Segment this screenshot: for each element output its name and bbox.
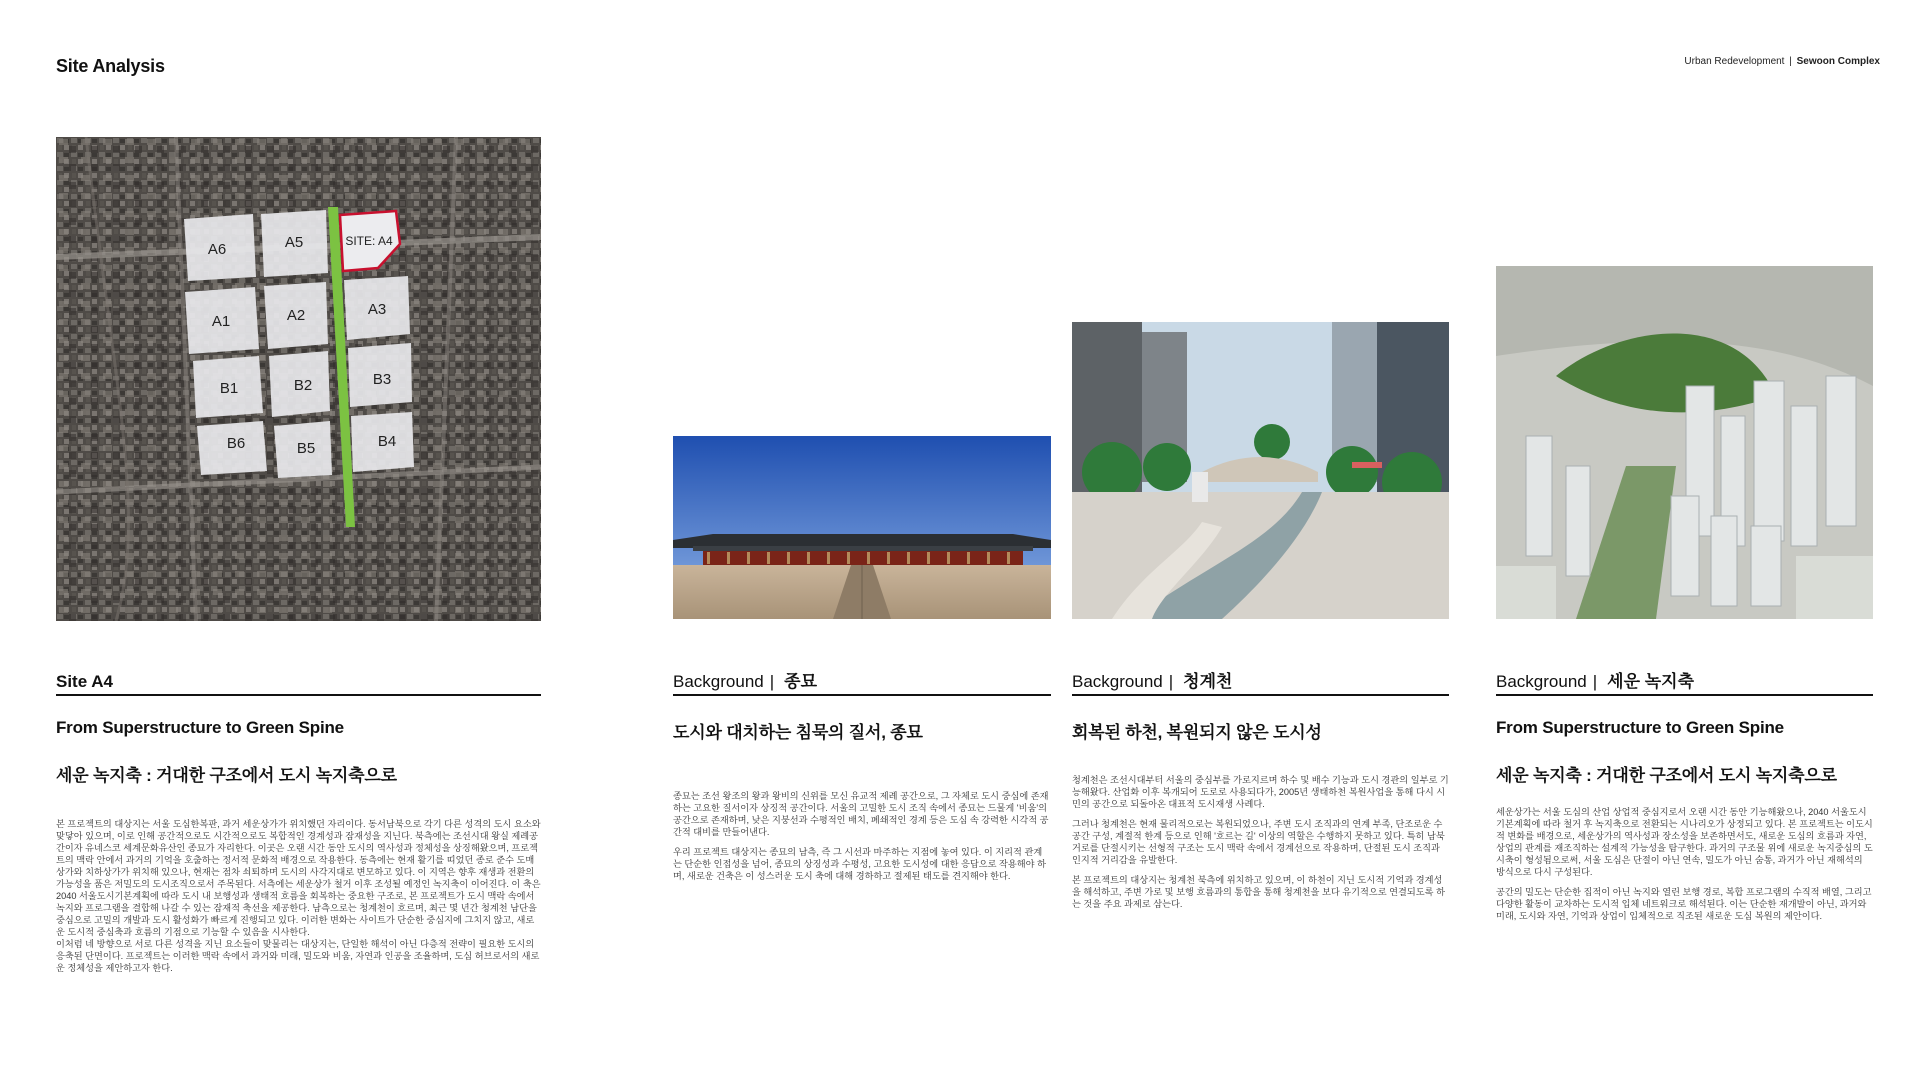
sewoon-paragraph: 세운상가는 서울 도심의 산업 상업적 중심지로서 오랜 시간 동안 기능해왔으나, 2040 서울도시기본계획에 따라 철거 후 녹지축으로 전환되는 시나리오가 상정되고 있다. 본 프로젝트는 이도시적 변화를 배경으로, 세운상가의 역사성과 장소성을 보존하면서도, 새로운 도심의 흐름과 자연, 상업의 관계를 재조직하는 설계적 가능성을 탐구한다. 과거의 구조물 위에 새로운 녹지중심의 도시축이 형성됨으로써, 서울 도심은 단절이 아닌 연속, 밀도가 아닌 숨통, 과거가 아닌 재해석의 방식으로 다시 구성된다. xyxy=(1496,807,1873,877)
cheonggyecheon-paragraph: 그러나 청계천은 현재 물리적으로는 복원되었으나, 주변 도시 조직과의 연계 부족, 단조로운 수공간 구성, 계절적 한계 등으로 인해 '흐르는 길' 이상의 역할은 수행하지 못하고 있다. 특히 남북 거로를 단절시키는 선형적 구조는 도시 맥락 속에서 경계선으로 작용하며, 단절된 도시 조직과 인지적 거리감을 유발한다. xyxy=(1072,819,1445,865)
site-a4-paragraph: 이처럼 네 방향으로 서로 다른 성격을 지닌 요소들이 맞물리는 대상지는, 단일한 해석이 아닌 다층적 전략이 필요한 도시의 응축된 단면이다. 프로젝트는 이러한 맥락 속에서 과거와 미래, 밀도와 비움, 자연과 인공을 조율하며, 도심 허브로서의 새로운 정체성을 제안하고자 한다. xyxy=(56,939,540,973)
block-label-b4: B4 xyxy=(377,433,397,450)
heading-jongmyo xyxy=(673,670,1051,696)
heading-jongmyo-name: 종묘 xyxy=(784,672,818,691)
site-a4-body xyxy=(56,818,541,982)
sewoon-subtitle-en: From Superstructure to Green Spine xyxy=(1496,718,1784,737)
cheonggyecheon-paragraph: 본 프로젝트의 대상지는 청계천 북측에 위치하고 있으며, 이 하천이 지닌 도시적 기억과 경계성을 해석하고, 주변 가로 및 보행 흐름과의 통합을 통해 청계천을 보다 유기적으로 연결되도록 하는 것을 주요 과제로 삼는다. xyxy=(1072,875,1445,909)
brand-separator: | xyxy=(1789,56,1792,67)
block-label-a2: A2 xyxy=(286,307,306,324)
block-label-b6: B6 xyxy=(226,435,246,452)
sewoon-body xyxy=(1496,806,1873,930)
site-a4-label: SITE: A4 xyxy=(345,234,393,248)
block-label-b3: B3 xyxy=(372,371,392,388)
jongmyo-subtitle: 도시와 대치하는 침묵의 질서, 종묘 xyxy=(673,723,923,742)
heading-site-a4-text: Site A4 xyxy=(56,672,114,691)
block-label-a3: A3 xyxy=(367,301,387,318)
page-title: Site Analysis xyxy=(56,56,165,76)
heading-cheonggyecheon xyxy=(1072,670,1449,696)
heading-sewoon-green-axis xyxy=(1496,670,1873,696)
cheonggyecheon-body xyxy=(1072,774,1449,918)
heading-separator: | xyxy=(1168,672,1174,691)
heading-site-a4 xyxy=(56,670,541,696)
site-a4-subtitle-ko: 세운 녹지축 : 거대한 구조에서 도시 녹지축으로 xyxy=(56,766,397,785)
heading-sewoon-name: 세운 녹지축 xyxy=(1607,672,1694,691)
site-aerial-map xyxy=(56,137,541,621)
jongmyo-body xyxy=(673,790,1051,890)
jongmyo-paragraph: 우리 프로젝트 대상지는 종묘의 남측, 즉 그 시선과 마주하는 지점에 놓여 있다. 이 지리적 관계는 단순한 인접성을 넘어, 종묘의 상징성과 수평성, 고요한 도시성에 대한 응답으로 작용해야 하며, 새로운 건축은 이 성스러운 도시 축에 대해 경하하고 절제된 태도를 견지해야 한다. xyxy=(673,847,1046,881)
sewoon-subtitle-ko: 세운 녹지축 : 거대한 구조에서 도시 녹지축으로 xyxy=(1496,766,1837,785)
cheonggyecheon-photo xyxy=(1072,322,1449,619)
heading-separator: | xyxy=(769,672,775,691)
block-label-b1: B1 xyxy=(219,380,239,397)
heading-separator: | xyxy=(1592,672,1598,691)
brand-project: Urban Redevelopment xyxy=(1684,56,1785,67)
cheonggyecheon-paragraph: 청계천은 조선시대부터 서울의 중심부를 가로지르며 하수 및 배수 기능과 도시 경관의 일부로 기능해왔다. 산업화 이후 복개되어 도로로 사용되다가, 2005년 생태하천 복원사업을 통해 다시 시민의 공간으로 되돌아온 대표적 도시재생 사례다. xyxy=(1072,775,1449,809)
heading-cheonggyecheon-name: 청계천 xyxy=(1183,672,1233,691)
sewoon-green-axis-rendering xyxy=(1496,266,1873,619)
cheonggyecheon-subtitle: 회복된 하천, 복원되지 않은 도시성 xyxy=(1072,723,1322,742)
heading-background-label: Background xyxy=(673,672,764,691)
brand-name: Sewoon Complex xyxy=(1796,56,1880,67)
jongmyo-paragraph: 종묘는 조선 왕조의 왕과 왕비의 신위를 모신 유교적 제례 공간으로, 그 자체로 도시 중심에 존재하는 고요한 질서이자 상징적 공간이다. 서울의 고밀한 도시 조직 속에서 종묘는 드물게 '비움'의 공간으로 존재하며, 낮은 지붕선과 수평적인 배치, 폐쇄적인 경계 등은 도심 속 강력한 시각적 공간적 대비를 만들어낸다. xyxy=(673,791,1049,837)
heading-background-label: Background xyxy=(1072,672,1163,691)
block-label-b2: B2 xyxy=(293,377,313,394)
jongmyo-photo xyxy=(673,436,1051,619)
heading-background-label: Background xyxy=(1496,672,1587,691)
site-a4-paragraph: 본 프로젝트의 대상지는 서울 도심한복판, 과거 세운상가가 위치했던 자리이다. 동서남북으로 각기 다른 성격의 도시 요소와 맞닿아 있으며, 이로 인해 공간적으로도 시간적으로도 복합적인 경계성과 잠재성을 지닌다. 북측에는 조선시대 왕실 제례공간이자 유네스코 세계문화유산인 종묘가 자리한다. 이곳은 오랜 시간 동안 도시의 역사성과 정체성을 상징해왔으며, 프로젝트의 맥락 안에서 과거의 기억을 호출하는 정서적 문화적 배경으로 작용한다. 동측에는 현재 활기를 띠었던 종로 준수 도매상가와 치하상가가 위치해 있으나, 현재는 점차 쇠퇴하며 도시의 사각지대로 변모하고 있다. 이 지역은 향후 재생과 전환의 가능성을 품은 저밀도의 도시조직으로서 주목된다. 서측에는 세운상가 철거 이후 조성될 예정인 녹지축이 이어진다. 이 축은 2040 서울도시기본계획에 따라 도시 내 보행성과 생태적 흐름을 회복하는 중요한 구조로, 본 프로젝트가 도시 맥락 속에서 녹지와 프로그램을 결합해 나갈 수 있는 잠재적 축선을 제공한다. 남측으로는 청계천이 흐르며, 최근 몇 년간 청계천 남단을 중심으로 고밀의 개발과 도시 활성화가 빠르게 진행되고 있다. 이러한 변화는 사이트가 단순한 중심지에 그치지 않고, 새로운 도시적 중심축과 흐름의 기점으로 기능할 수 있음을 시사한다. xyxy=(56,819,541,937)
block-label-b5: B5 xyxy=(296,440,316,457)
sewoon-paragraph: 공간의 밀도는 단순한 집적이 아닌 녹지와 열린 보행 경로, 복합 프로그램의 수직적 배열, 그리고 다양한 활동이 교차하는 도시적 입체 네트워크로 해석된다. 이는 단순한 재개발이 아닌, 과거와 미래, 도시와 자연, 기억과 상업이 입체적으로 직조된 새로운 도심 복원의 제안이다. xyxy=(1496,887,1872,921)
block-label-a5: A5 xyxy=(284,234,304,251)
block-label-a6: A6 xyxy=(207,241,227,258)
project-brand xyxy=(1684,56,1880,67)
site-a4-subtitle-en: From Superstructure to Green Spine xyxy=(56,718,344,737)
block-label-a1: A1 xyxy=(211,313,231,330)
